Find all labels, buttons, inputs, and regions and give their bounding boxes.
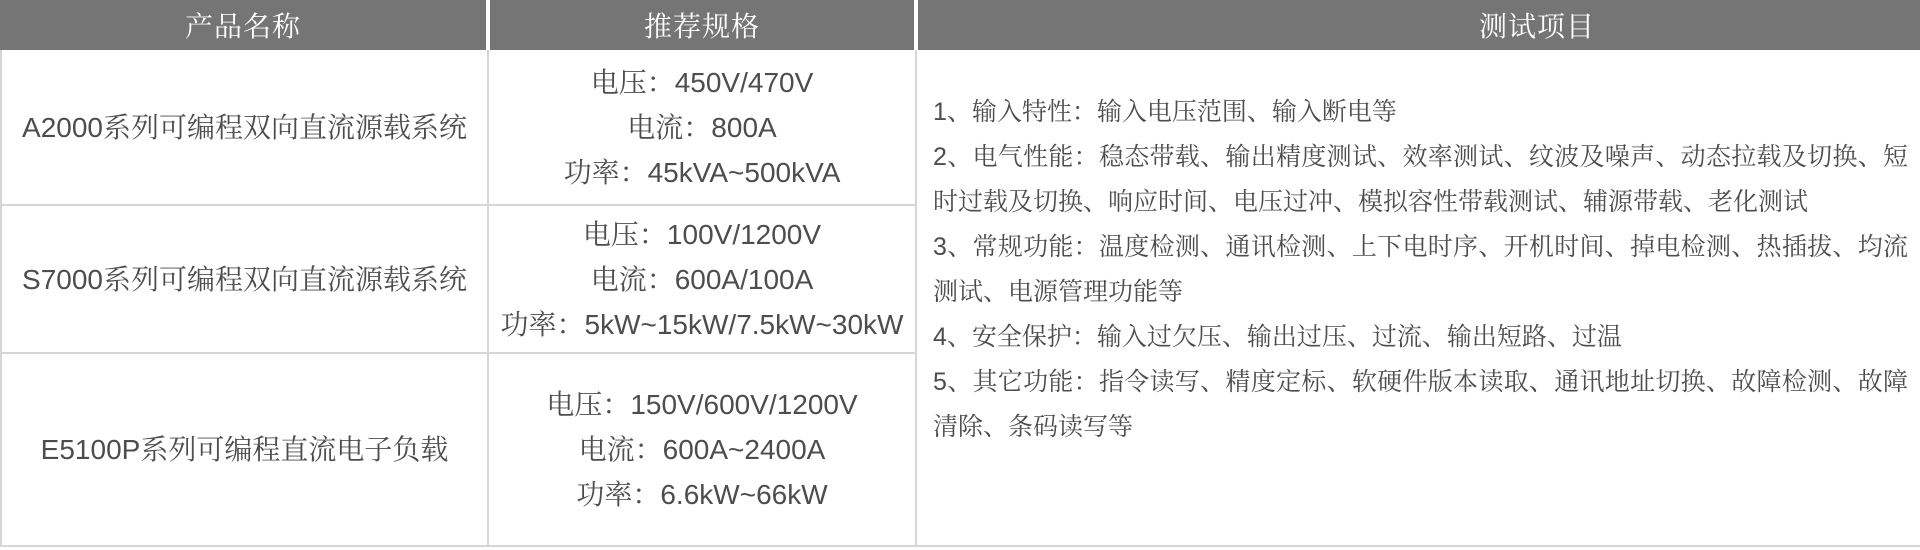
table-row-1-specs-cell [489, 50, 915, 204]
spec-power: 功率：6.6kW~66kW [576, 479, 828, 510]
product-name: S7000系列可编程双向直流源载系统 [22, 263, 467, 295]
spec-current: 电流：600A/100A [590, 263, 814, 295]
header-cell-specs [490, 0, 914, 50]
table-row-3-specs-cell [489, 354, 915, 545]
header-cell-tests [918, 0, 1920, 50]
product-name: E5100P系列可编程直流电子负载 [40, 434, 449, 465]
header-label-product: 产品名称 [184, 11, 301, 42]
spec-voltage: 电压：450V/470V [590, 66, 814, 98]
test-item-4: 4、安全保护：输入过欠压、输出过压、过流、输出短路、过温 [933, 323, 1622, 351]
spec-current: 电流：600A~2400A [578, 434, 826, 465]
header-label-tests: 测试项目 [1478, 11, 1595, 42]
test-item-2: 2、电气性能：稳态带载、输出精度测试、效率测试、纹波及噪声、动态拉载及切换、短时过载及切换、响应时间、电压过冲、模拟容性带载测试、辅源带载、老化测试 [933, 143, 1908, 216]
product-name: A2000系列可编程双向直流源载系统 [22, 111, 467, 143]
test-items-cell [917, 50, 1920, 545]
table-row-2-product-cell [2, 206, 487, 352]
spec-power: 功率：45kVA~500kVA [563, 156, 841, 188]
test-item-1: 1、输入特性：输入电压范围、输入断电等 [933, 98, 1397, 126]
spec-current: 电流：800A [627, 111, 777, 143]
spec-voltage: 电压：100V/1200V [582, 218, 822, 250]
test-item-3: 3、常规功能：温度检测、通讯检测、上下电时序、开机时间、掉电检测、热插拔、均流测试、电源管理功能等 [933, 233, 1908, 306]
table-row-2-specs-cell [489, 206, 915, 352]
spec-voltage: 电压：150V/600V/1200V [546, 389, 858, 420]
header-cell-product [0, 0, 486, 50]
header-label-specs: 推荐规格 [643, 11, 760, 42]
spec-power: 功率：5kW~15kW/7.5kW~30kW [500, 308, 904, 340]
table-bottom-border [0, 545, 1920, 547]
table-row-3-product-cell [2, 354, 487, 545]
table-row-1-product-cell [2, 50, 487, 204]
test-item-5: 5、其它功能：指令读写、精度定标、软硬件版本读取、通讯地址切换、故障检测、故障清除、条码读写等 [933, 368, 1908, 441]
